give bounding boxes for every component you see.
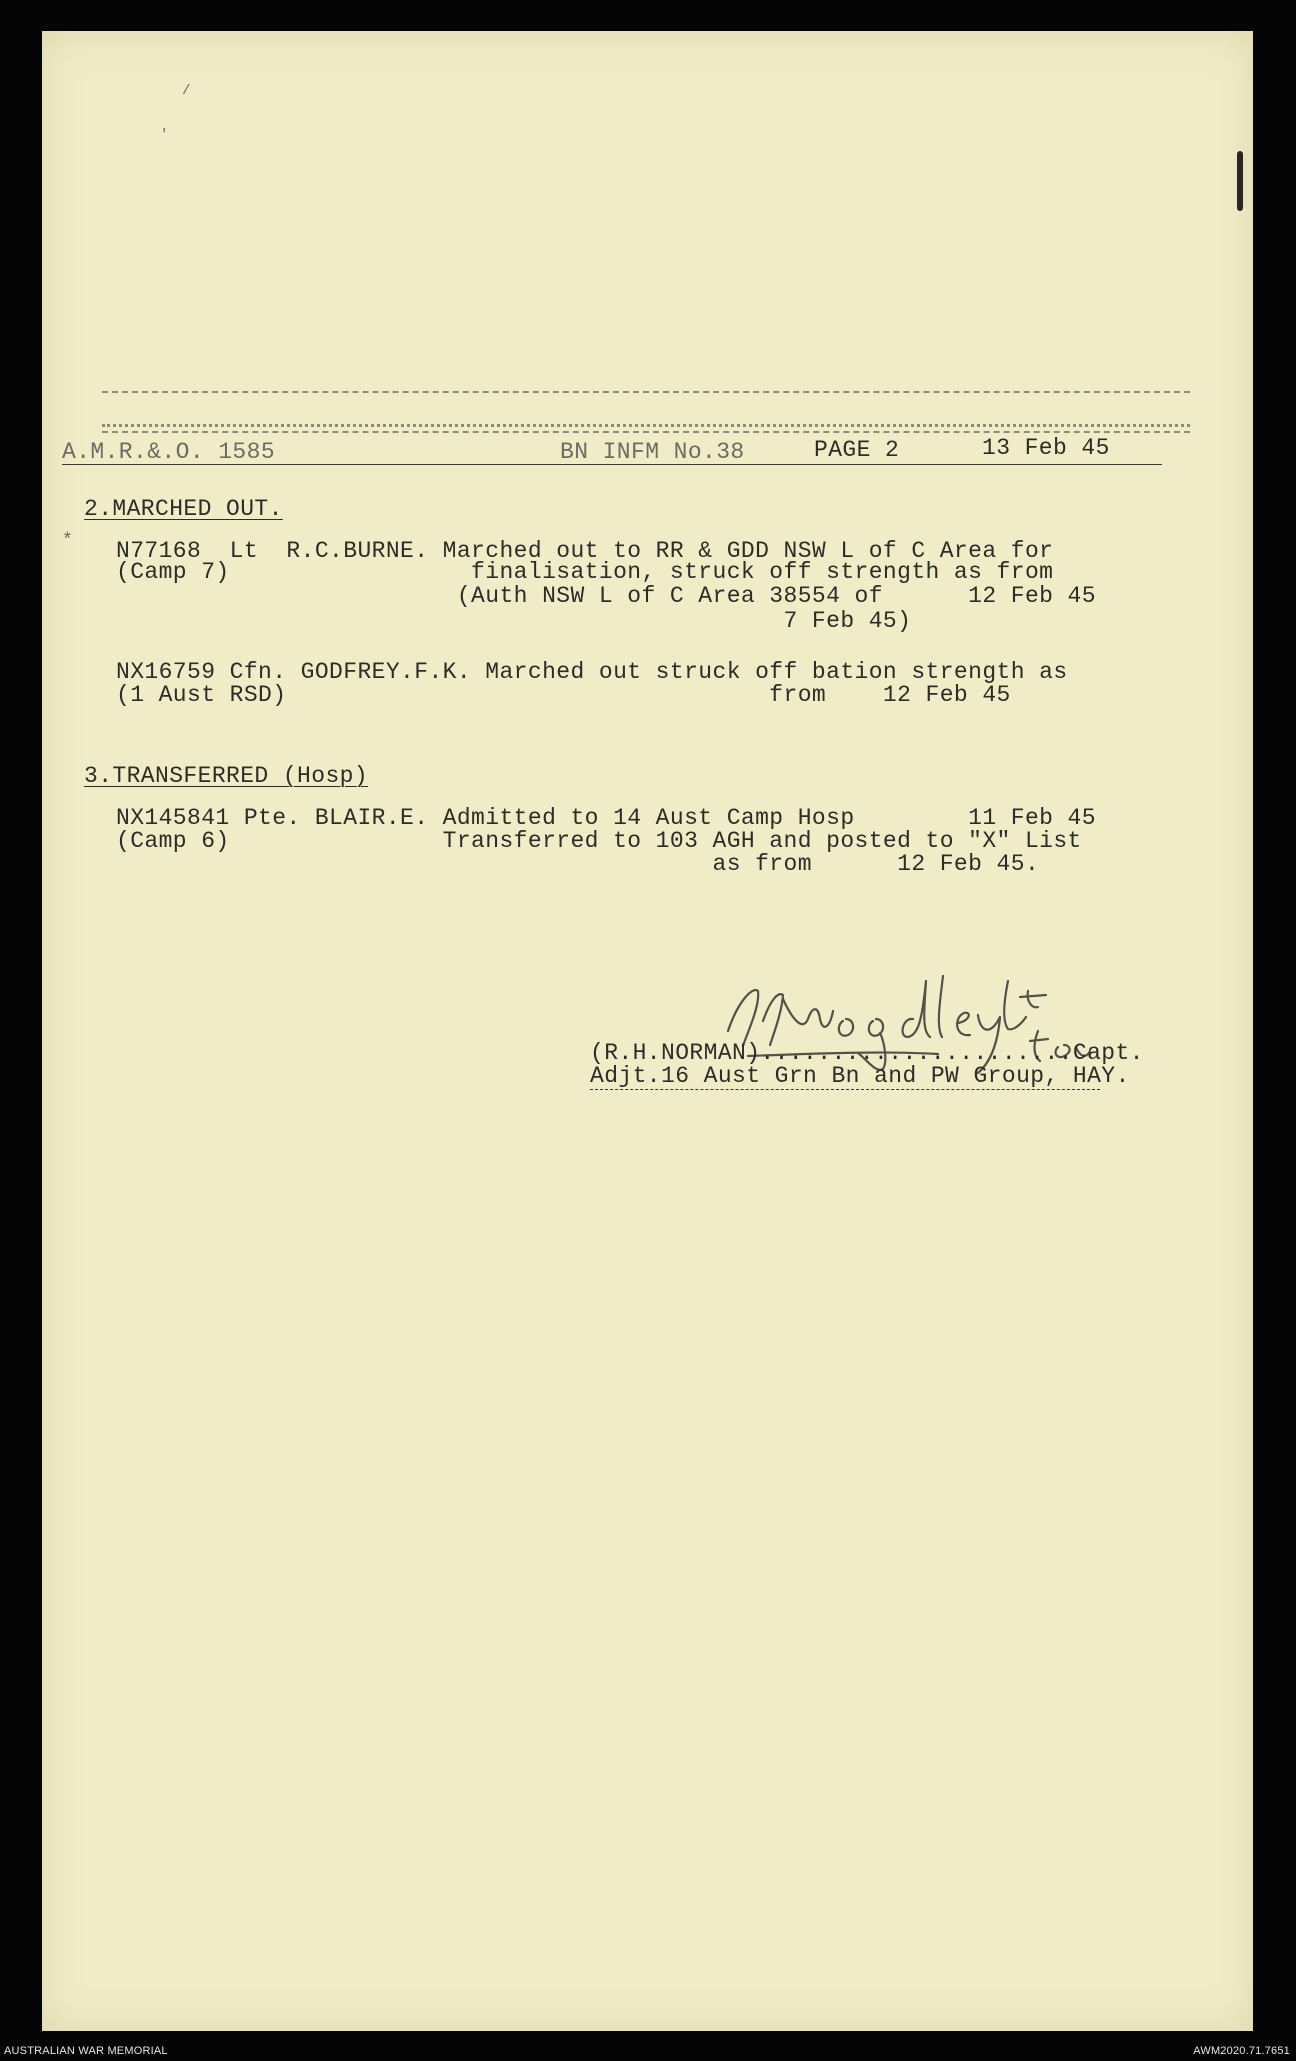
paper-mark: ' bbox=[160, 127, 169, 143]
entry-line: (1 Aust RSD) from 12 Feb 45 bbox=[116, 682, 1011, 708]
perforation-line bbox=[102, 391, 1190, 395]
header-rule bbox=[62, 464, 1162, 465]
entry-line: as from 12 Feb 45. bbox=[116, 851, 1040, 877]
doc-date: 13 Feb 45 bbox=[982, 435, 1110, 461]
signatory-title: Adjt.16 Aust Grn Bn and PW Group, HAY. bbox=[590, 1063, 1130, 1089]
section-heading-transferred: 3.TRANSFERRED (Hosp) bbox=[84, 763, 369, 789]
footer-right: AWM2020.71.7651 bbox=[1193, 2045, 1290, 2057]
doc-page: PAGE 2 bbox=[814, 437, 900, 463]
entry-line: (Camp 6) Transferred to 103 AGH and posted to "X" List bbox=[116, 828, 1082, 854]
doc-ref: A.M.R.&.O. 1585 bbox=[62, 439, 276, 465]
signature-underline bbox=[590, 1089, 1100, 1090]
entry-line: (Camp 7) finalisation, struck off strength as from bbox=[116, 559, 1054, 585]
staple-mark bbox=[1237, 151, 1243, 211]
entry-line: 7 Feb 45) bbox=[116, 608, 912, 634]
entry-line: NX145841 Pte. BLAIR.E. Admitted to 14 Aust Camp Hosp 11 Feb 45 bbox=[116, 805, 1096, 831]
entry-line: N77168 Lt R.C.BURNE. Marched out to RR & GDD NSW L of C Area for bbox=[116, 538, 1054, 564]
entry-line: NX16759 Cfn. GODFREY.F.K. Marched out struck off bation strength as bbox=[116, 659, 1068, 685]
perforation-line bbox=[102, 424, 1190, 429]
paper-mark: / bbox=[182, 83, 191, 99]
signatory-name: (R.H.NORMAN)......................Capt. bbox=[590, 1040, 1144, 1066]
doc-infm: BN INFM No.38 bbox=[560, 439, 745, 465]
section-heading-marched-out: 2.MARCHED OUT. bbox=[84, 496, 283, 522]
document-page bbox=[42, 31, 1253, 2031]
margin-mark: * bbox=[62, 531, 73, 551]
entry-line: (Auth NSW L of C Area 38554 of 12 Feb 45 bbox=[116, 583, 1096, 609]
footer-left: AUSTRALIAN WAR MEMORIAL bbox=[4, 2045, 168, 2057]
